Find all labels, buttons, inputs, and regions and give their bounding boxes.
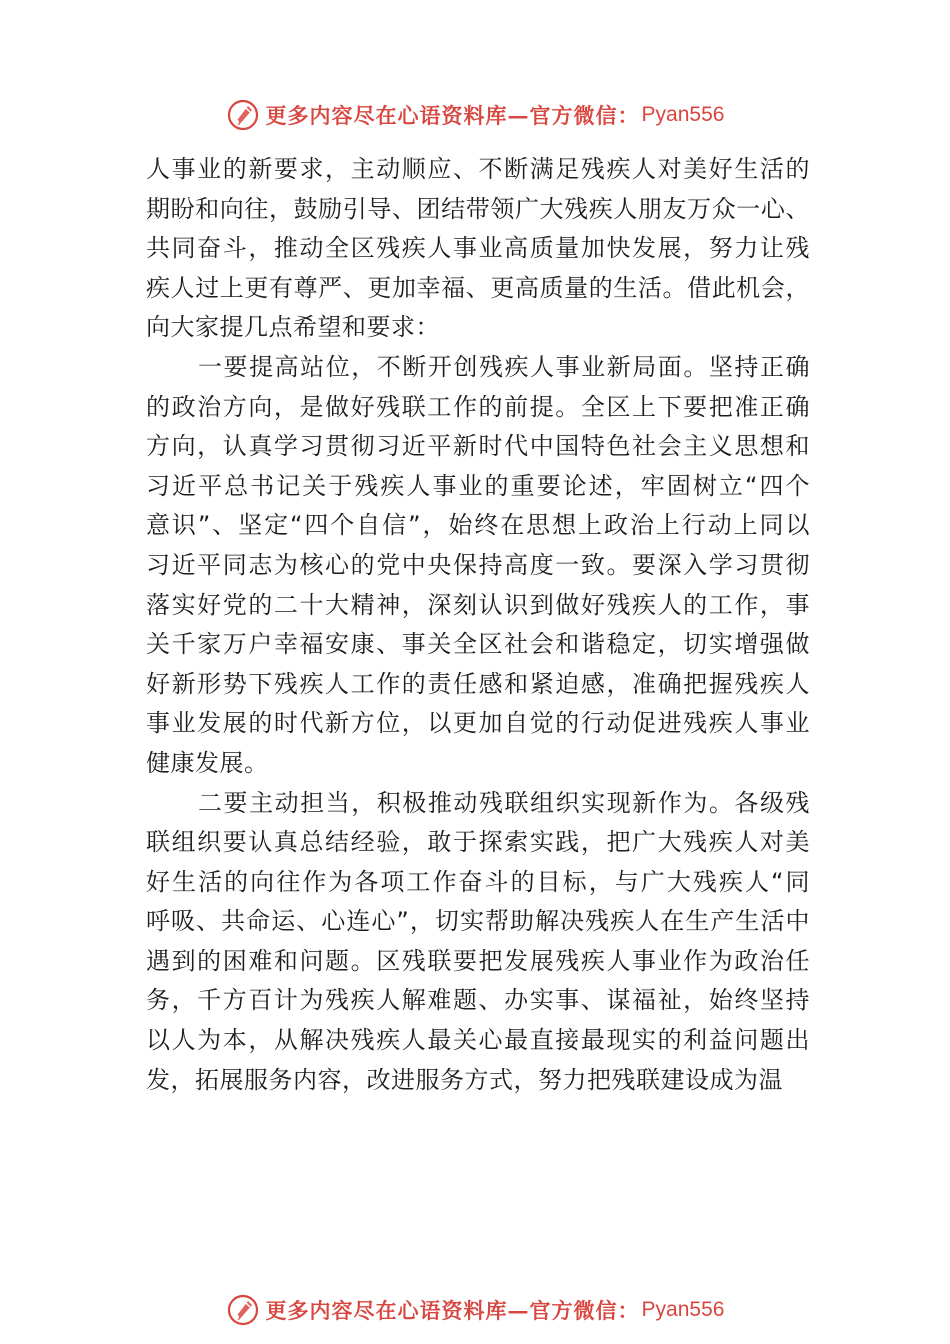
text-line: 务，千方百计为残疾人解难题、办实事、谋福祉，始终坚持 — [146, 986, 810, 1015]
text-line: 以人为本，从解决残疾人最关心最直接最现实的利益问题出 — [146, 1026, 810, 1055]
text-line: 健康发展。 — [146, 748, 269, 777]
header-banner — [0, 95, 950, 135]
footer-banner — [0, 1290, 950, 1330]
text-line: 方向，认真学习贯彻习近平新时代中国特色社会主义思想和 — [146, 432, 810, 461]
footer-text: 更多内容尽在心语资料库—官方微信： — [265, 1298, 640, 1323]
text-line: 的政治方向，是做好残联工作的前提。全区上下要把准正确 — [146, 392, 810, 421]
paragraph-start-line: 一要提高站位，不断开创残疾人事业新局面。坚持正确 — [198, 352, 810, 381]
text-line: 人事业的新要求，主动顺应、不断满足残疾人对美好生活的 — [146, 155, 810, 183]
text-line: 向大家提几点希望和要求： — [146, 313, 440, 342]
text-line: 期盼和向往，鼓励引导、团结带领广大残疾人朋友万众一心、 — [146, 194, 810, 223]
text-line: 习近平总书记关于残疾人事业的重要论述，牢固树立“四个 — [146, 471, 810, 500]
text-line: 联组织要认真总结经验，敢于探索实践，把广大残疾人对美 — [146, 828, 810, 857]
text-line: 事业发展的时代新方位，以更加自觉的行动促进残疾人事业 — [146, 709, 810, 738]
text-line: 落实好党的二十大精神，深刻认识到做好残疾人的工作，事 — [146, 590, 810, 619]
text-line: 意识”、坚定“四个自信”，始终在思想上政治上行动上同以 — [146, 511, 810, 540]
text-line: 发，拓展服务内容，改进服务方式，努力把残联建设成为温 — [146, 1065, 783, 1094]
paragraph-start-line: 二要主动担当，积极推动残联组织实现新作为。各级残 — [198, 788, 810, 817]
header-text: 更多内容尽在心语资料库—官方微信： — [265, 103, 640, 128]
pen-nib-circle-icon — [226, 98, 260, 132]
text-line: 关千家万户幸福安康、事关全区社会和谐稳定，切实增强做 — [146, 630, 810, 659]
pen-nib-circle-icon — [226, 1293, 260, 1327]
text-line: 共同奋斗，推动全区残疾人事业高质量加快发展，努力让残 — [146, 234, 810, 263]
document-body — [146, 150, 810, 1100]
text-line: 疾人过上更有尊严、更加幸福、更高质量的生活。借此机会， — [146, 273, 810, 302]
text-line: 呼吸、共命运、心连心”，切实帮助解决残疾人在生产生活中 — [146, 907, 810, 936]
footer-wechat-id: Pyan556 — [641, 1298, 725, 1321]
text-line: 习近平同志为核心的党中央保持高度一致。要深入学习贯彻 — [146, 550, 810, 579]
text-line: 遇到的困难和问题。区残联要把发展残疾人事业作为政治任 — [146, 946, 810, 975]
text-line: 好生活的向往作为各项工作奋斗的目标，与广大残疾人“同 — [146, 867, 810, 896]
header-wechat-id: Pyan556 — [641, 103, 725, 126]
text-line: 好新形势下残疾人工作的责任感和紧迫感，准确把握残疾人 — [146, 669, 810, 698]
